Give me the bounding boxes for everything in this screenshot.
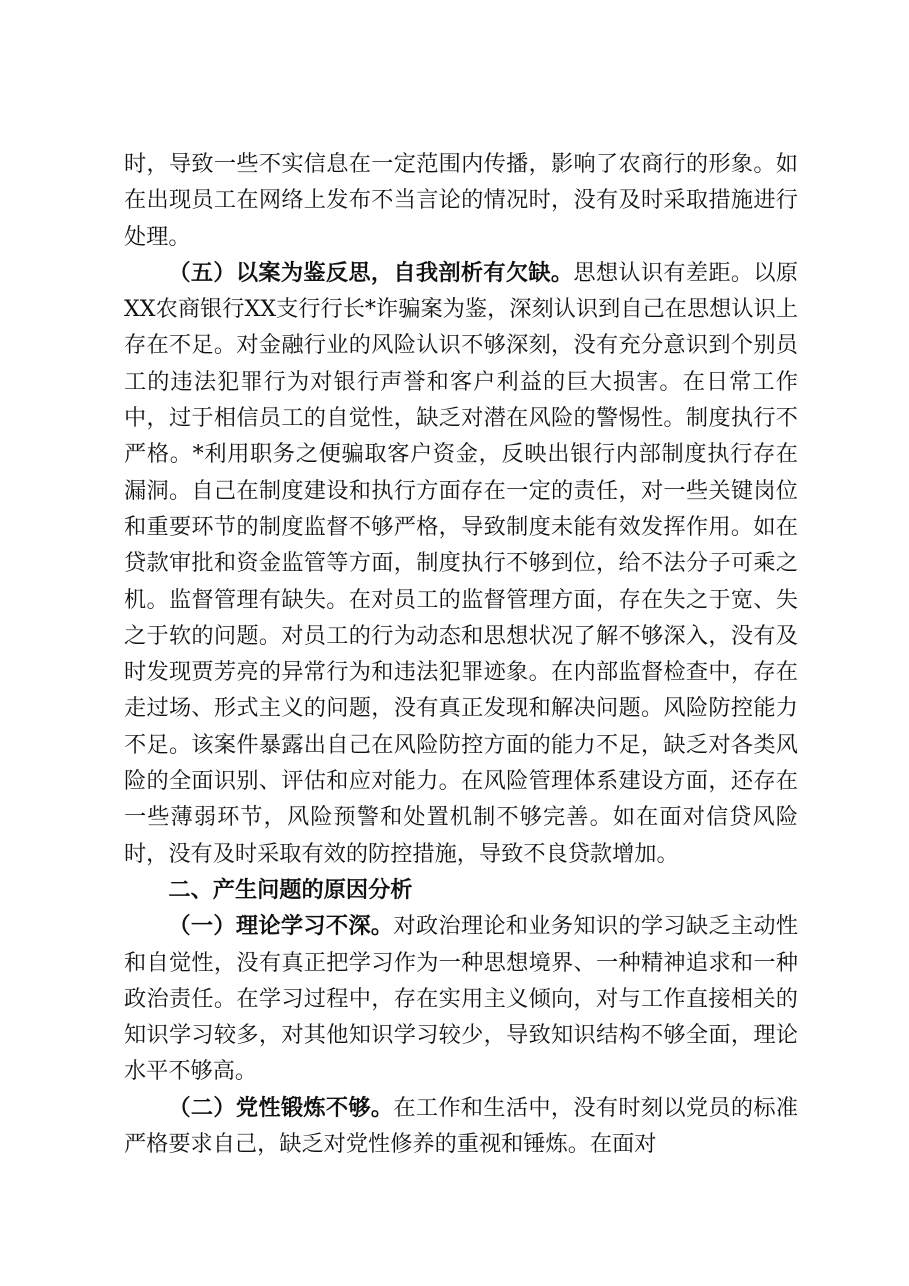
- paragraph-text: 思想认识有差距。以原XX农商银行XX支行行长*诈骗案为鉴，深刻认识到自己在思想认识上存在不足。对金融行业的风险认识不够深刻，没有充分意识到个别员工的违法犯罪行为对银行声誉和客户利益的巨大损害。在日常工作中，过于相信员工的自觉性，缺乏对潜在风险的警惕性。制度执行不严格。*利用职务之便骗取客户资金，反映出银行内部制度执行存在漏洞。自己在制度建设和执行方面存在一定的责任，对一些关键岗位和重要环节的制度监督不够严格，导致制度未能有效发挥作用。如在贷款审批和资金监管等方面，制度执行不够到位，给不法分子可乘之机。监督管理有缺失。在对员工的监督管理方面，存在失之于宽、失之于软的问题。对员工的行为动态和思想状况了解不够深入，没有及时发现贾芳亮的异常行为和违法犯罪迹象。在内部监督检查中，存在走过场、形式主义的问题，没有真正发现和解决问题。风险防控能力不足。该案件暴露出自己在风险防控方面的能力不足，缺乏对各类风险的全面识别、评估和应对能力。在风险管理体系建设方面，还存在一些薄弱环节，风险预警和处置机制不够完善。如在面对信贷风险时，没有及时采取有效的防控措施，导致不良贷款增加。: [124, 259, 799, 867]
- section-heading: 二、产生问题的原因分析: [168, 876, 413, 903]
- paragraph-cause-one: [124, 908, 798, 1089]
- paragraph-lead: （五）以案为鉴反思，自我剖析有欠缺。: [168, 259, 574, 286]
- paragraph-cause-two: [124, 1090, 798, 1163]
- paragraph-text: 时，导致一些不实信息在一定范围内传播，影响了农商行的形象。如在出现员工在网络上发布不当言论的情况时，没有及时采取措施进行处理。: [124, 151, 798, 250]
- document-page: [124, 146, 798, 1162]
- paragraph-lead: （一）理论学习不深。: [168, 913, 394, 940]
- paragraph-text: 对政治理论和业务知识的学习缺乏主动性和自觉性，没有真正把学习作为一种思想境界、一种精神追求和一种政治责任。在学习过程中，存在实用主义倾向，对与工作直接相关的知识学习较多，对其他知识学习较少，导致知识结构不够全面，理论水平不够高。: [124, 913, 799, 1085]
- paragraph-continuation: [124, 146, 798, 255]
- paragraph-section-five: [124, 255, 798, 872]
- paragraph-lead: （二）党性锻炼不够。: [168, 1094, 394, 1121]
- paragraph-text: 在工作和生活中，没有时刻以党员的标准严格要求自己，缺乏对党性修养的重视和锤炼。在面对: [124, 1094, 799, 1158]
